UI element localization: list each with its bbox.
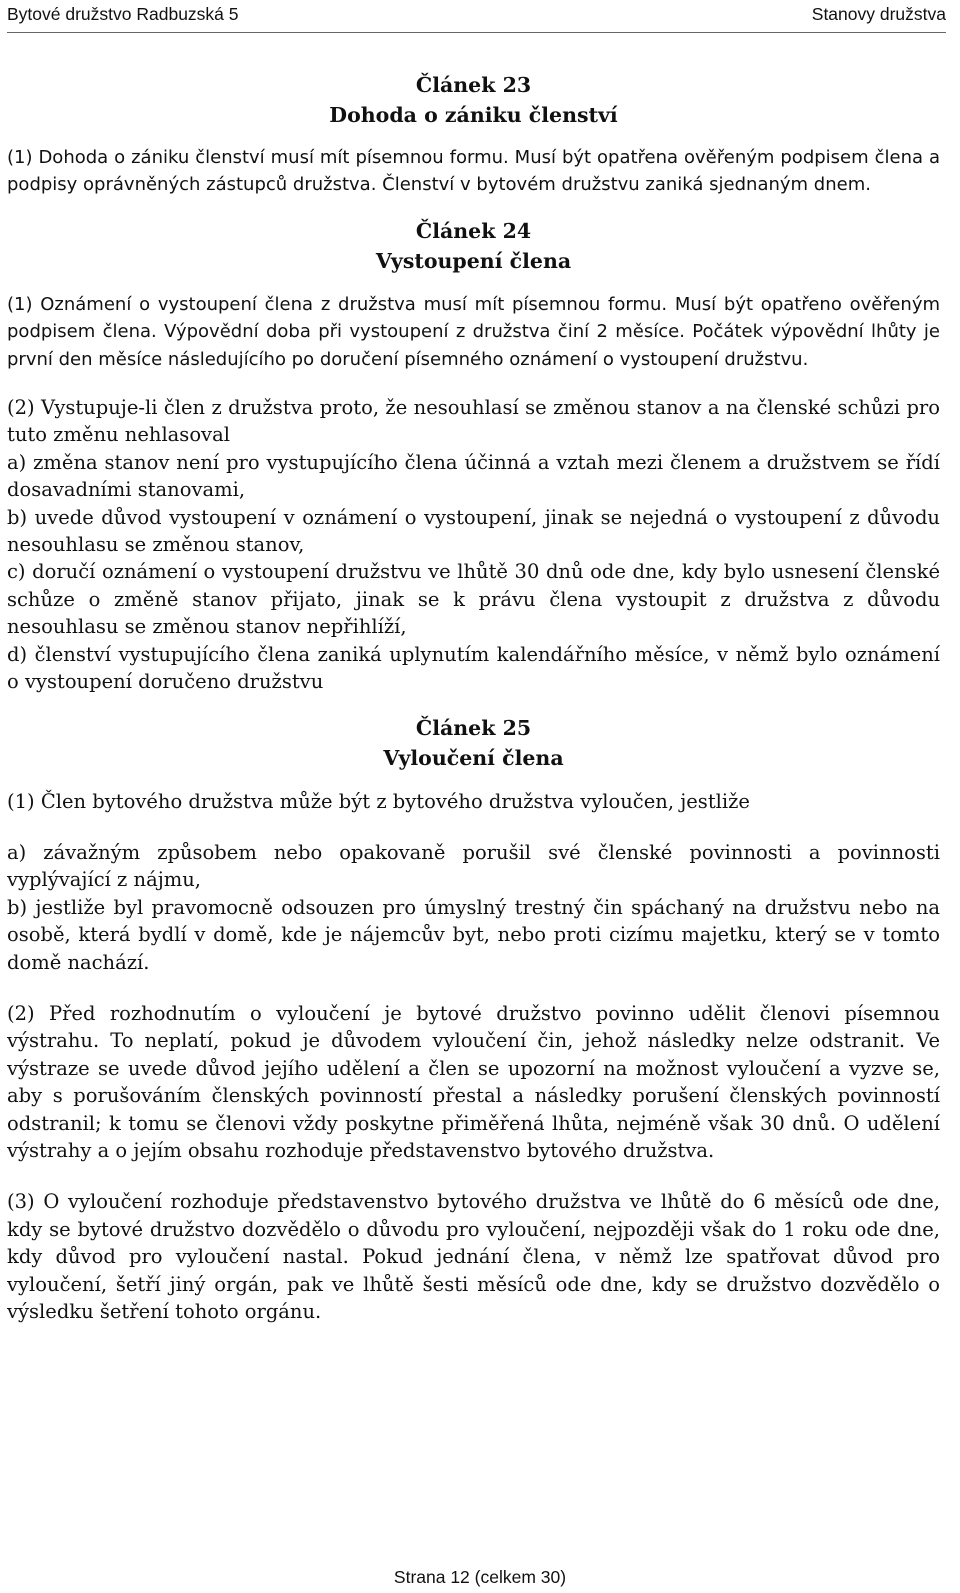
article-24-number: Článek 24 <box>415 218 532 243</box>
article-25-title: Vyloučení člena <box>383 745 564 770</box>
article-24-item-d: d) členství vystupujícího člena zaniká uplynutím kalendářního měsíce, v němž bylo oznámení o vystoupení doručeno družstvu <box>7 642 940 694</box>
article-25 <box>7 713 940 1326</box>
article-24-title: Vystoupení člena <box>375 248 572 273</box>
page-number: Strana 12 (celkem 30) <box>393 1567 567 1587</box>
article-25-paragraph-3: (3) O vyloučení rozhoduje představenstvo bytového družstva ve lhůtě do 6 měsíců ode dne, kdy se bytové družstvo dozvědělo o důvodu pro vyloučení, nejpozději však do 1 roku ode dne, kdy důvod pro vyloučení nastal. Pokud jednání člena, v němž lze spatřovat důvod pro vyloučení, šetří jiný orgán, pak ve lhůtě šesti měsíců ode dne, kdy se družstvo dozvědělo o výsledku šetření tohoto orgánu. <box>7 1190 940 1323</box>
article-23-paragraph-1: (1) Dohoda o zániku členství musí mít písemnou formu. Musí být opatřena ověřeným podpisem člena a podpisy oprávněných zástupců družstva. Členství v bytovém družstvu zaniká sjednaným dnem. <box>7 147 940 196</box>
document-body <box>7 70 940 1325</box>
article-24-paragraph-2: (2) Vystupuje-li člen z družstva proto, že nesouhlasí se změnou stanov a na členské schůzi pro tuto změnu nehlasoval <box>7 396 940 447</box>
article-24-item-b: b) uvede důvod vystoupení v oznámení o vystoupení, jinak se nejedná o vystoupení z důvodu nesouhlasu se změnou stanov, <box>7 505 940 557</box>
article-25-paragraph-1: (1) Člen bytového družstva může být z bytového družstva vyloučen, jestliže <box>7 789 750 813</box>
header-cooperative-name: Bytové družstvo Radbuzská 5 <box>7 4 239 24</box>
article-24-paragraph-1: (1) Oznámení o vystoupení člena z družstva musí mít písemnou formu. Musí být opatřeno ověřeným podpisem člena. Výpovědní doba při vystoupení z družstva činí 2 měsíce. Počátek výpovědní lhůty je první den měsíce následujícího po doručení písemného oznámení o vystoupení družstvu. <box>7 293 940 370</box>
article-23-number: Článek 23 <box>415 73 532 97</box>
article-24-item-a: a) změna stanov není pro vystupujícího člena účinná a vztah mezi členem a družstvem se řídí dosavadními stanovami, <box>7 450 940 502</box>
article-25-number: Článek 25 <box>415 715 532 740</box>
article-25-item-a: a) závažným způsobem nebo opakovaně porušil své členské povinnosti a povinnosti vyplývající z nájmu, <box>7 840 940 892</box>
page-header <box>7 0 946 33</box>
article-24-item-c: c) doručí oznámení o vystoupení družstvu ve lhůtě 30 dnů ode dne, kdy bylo usnesení členské schůze o změně stanov přijato, jinak se k právu člena vystoupit z družstva z důvodu nesouhlasu se změnou stanov nepřihlíží, <box>7 560 940 639</box>
article-23 <box>7 70 940 199</box>
article-24 <box>7 216 940 696</box>
article-25-paragraph-2: (2) Před rozhodnutím o vyloučení je bytové družstvo povinno udělit členovi písemnou výstrahu. To neplatí, pokud je důvodem vyloučení čin, jehož následky nelze odstranit. Ve výstraze se uvede důvod jejího udělení a člen se upozorní na možnost vyloučení a vyzve se, aby s porušováním členských povinností přestal a následky porušení členských povinností odstranil; k tomu se členovi vždy poskytne přiměřená lhůta, nejméně však 30 dnů. O udělení výstrahy a o jejím obsahu rozhoduje představenstvo bytového družstva. <box>7 1001 940 1162</box>
article-23-title: Dohoda o zániku členství <box>329 103 618 127</box>
article-25-item-b: b) jestliže byl pravomocně odsouzen pro úmyslný trestný čin spáchaný na družstvu nebo na osobě, která bydlí v domě, kde je nájemcův byt, nebo proti cizímu majetku, který se v tomto domě nachází. <box>7 895 940 974</box>
header-document-title: Stanovy družstva <box>811 4 946 24</box>
